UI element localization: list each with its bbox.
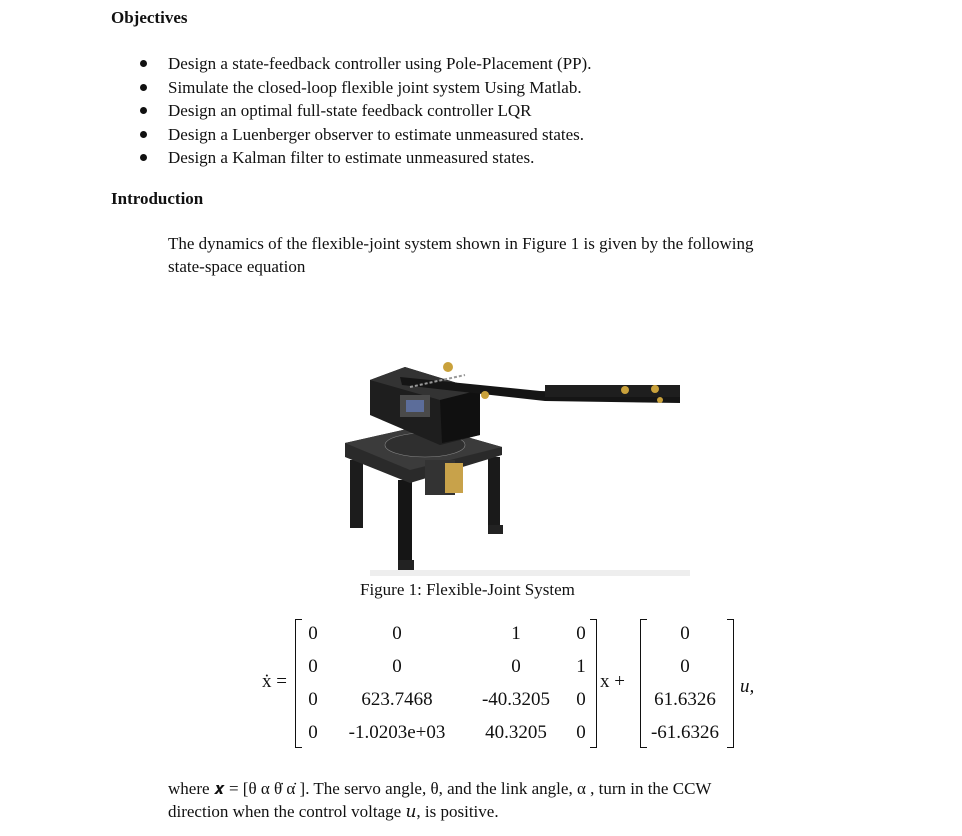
where-paragraph <box>168 777 711 823</box>
list-item: Design a Luenberger observer to estimate unmeasured states. <box>140 123 591 147</box>
introduction-heading: Introduction <box>111 189 204 208</box>
equation-lhs: ẋ = <box>262 671 287 692</box>
a-cell: 1 <box>576 656 586 677</box>
b-cell: -61.6326 <box>650 722 720 743</box>
intro-line-1: The dynamics of the flexible-joint system shown in Figure 1 is given by the following <box>168 234 754 253</box>
a-cell: 0 <box>392 623 402 644</box>
b-cell: 0 <box>680 623 690 644</box>
figure-caption: Figure 1: Flexible-Joint System <box>360 580 575 599</box>
bullet-icon <box>140 131 147 138</box>
bullet-icon <box>140 107 147 114</box>
list-item: Design an optimal full-state feedback controller LQR <box>140 99 591 123</box>
a-matrix-left-bracket <box>295 619 302 748</box>
b-vector-right-bracket <box>727 619 734 748</box>
a-matrix-right-bracket <box>590 619 597 748</box>
objectives-list <box>140 52 591 170</box>
list-item: Design a state-feedback controller using Pole-Placement (PP). <box>140 52 591 76</box>
intro-line-2: state-space equation <box>168 257 306 276</box>
a-cell: 40.3205 <box>485 722 547 743</box>
list-item: Simulate the closed-loop flexible joint system Using Matlab. <box>140 76 591 100</box>
a-cell: 0 <box>576 623 586 644</box>
a-cell: 0 <box>308 689 318 710</box>
flexible-joint-figure <box>330 345 695 580</box>
a-cell: 0 <box>308 656 318 677</box>
list-item: Design a Kalman filter to estimate unmeasured states. <box>140 146 591 170</box>
a-cell: 1 <box>511 623 521 644</box>
a-cell: 623.7468 <box>361 689 433 710</box>
equation-mid: x + <box>600 671 625 692</box>
a-cell: 0 <box>576 722 586 743</box>
bullet-icon <box>140 154 147 161</box>
bullet-icon <box>140 60 147 67</box>
b-cell: 61.6326 <box>654 689 716 710</box>
b-vector-left-bracket <box>640 619 647 748</box>
objectives-heading: Objectives <box>111 8 188 27</box>
a-cell: 0 <box>308 722 318 743</box>
intro-paragraph <box>168 232 753 278</box>
a-cell: -40.3205 <box>481 689 551 710</box>
b-cell: 0 <box>680 656 690 677</box>
a-cell: 0 <box>511 656 521 677</box>
where-line-2: direction when the control voltage 𝑢, is positive. <box>168 802 499 821</box>
a-cell: 0 <box>308 623 318 644</box>
where-line-1: where 𝒙 = [θ α θ̇ α̇ ]. The servo angle, θ, and the link angle, α , turn in the CCW <box>168 779 712 798</box>
a-cell: 0 <box>392 656 402 677</box>
a-cell: 0 <box>576 689 586 710</box>
bullet-icon <box>140 84 147 91</box>
equation-tail: u, <box>740 676 755 697</box>
a-cell: -1.0203e+03 <box>348 722 446 743</box>
